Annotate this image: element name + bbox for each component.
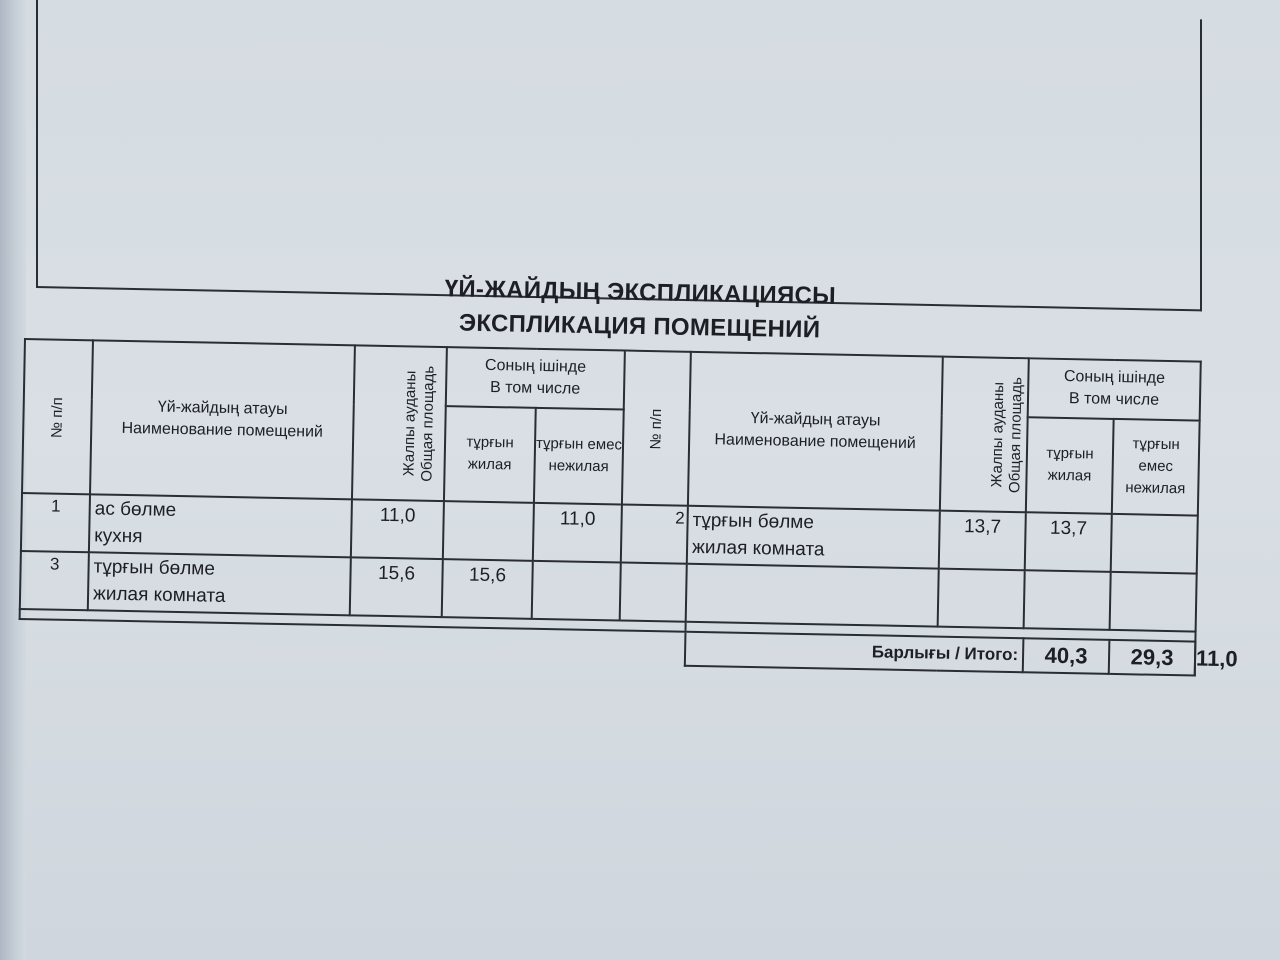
total-living: 29,3 [1109, 640, 1196, 676]
title-kazakh: ҮЙ-ЖАЙДЫҢ ЭКСПЛИКАЦИЯСЫ [444, 275, 837, 310]
header-area-left [352, 345, 447, 501]
row-3-name [88, 552, 351, 615]
row-3-name-kk: тұрғын бөлме [93, 556, 216, 580]
header-incl-kk-right: Соның ішінде [1063, 368, 1166, 388]
empty-cell [1110, 572, 1197, 632]
header-nonliving-right [1112, 419, 1200, 516]
row-1-nonliving: 11,0 [533, 503, 622, 563]
row-3-num: 3 [20, 551, 89, 610]
floor-plan-frame [36, 0, 1202, 311]
total-nonliving: 11,0 [1195, 645, 1238, 672]
header-name-left [90, 340, 355, 499]
header-nonliving-ru-left: нежилая [548, 457, 609, 476]
row-2-nonliving [1111, 514, 1198, 574]
header-num-right-text: № п/п [646, 408, 665, 450]
empty-cell [686, 564, 939, 627]
row-3-nonliving [532, 561, 621, 621]
header-incl-ru-right: В том числе [1068, 390, 1160, 410]
header-area-left-text [400, 358, 438, 489]
row-2-area: 13,7 [939, 511, 1026, 571]
total-label: Барлығы / Итого: [685, 632, 1024, 672]
row-3-area: 15,6 [350, 557, 443, 617]
row-2-name-kk: тұрғын бөлме [692, 509, 815, 534]
row-2-living: 13,7 [1025, 512, 1112, 572]
header-incl-ru-left: В том числе [489, 379, 581, 399]
row-3-name-ru: жилая комната [92, 583, 226, 607]
header-name-kk-left: Үй-жайдың атауы [157, 398, 288, 419]
row-1-name-ru: кухня [94, 525, 143, 548]
row-1-area: 11,0 [351, 499, 444, 559]
row-3-living: 15,6 [442, 559, 533, 619]
header-living-left [444, 406, 536, 503]
header-living-ru-left: жилая [467, 455, 512, 474]
header-living-kk-right: тұрғын [1046, 445, 1094, 463]
row-1-name [89, 494, 352, 557]
explication-table [18, 338, 1238, 677]
header-living-right [1026, 417, 1114, 514]
header-num-left-text: № п/п [48, 397, 66, 439]
header-incl-left [446, 347, 625, 409]
row-2-name [687, 506, 940, 569]
header-incl-kk-left: Соның ішінде [484, 357, 587, 377]
header-area-kk-left: Жалпы ауданы [400, 370, 420, 477]
row-1-living [443, 501, 534, 561]
row-1-num: 1 [21, 493, 90, 552]
explication-table-wrap [18, 338, 1238, 677]
empty-cell [620, 562, 687, 621]
header-area-right-text [988, 370, 1026, 501]
header-num-left [22, 339, 93, 494]
header-area-right [940, 357, 1029, 513]
header-num-right [622, 351, 691, 506]
empty-cell [938, 569, 1025, 629]
header-area-kk-right: Жалпы ауданы [988, 381, 1008, 488]
header-nonliving-kk-left: тұрғын емес [535, 435, 623, 454]
header-living-kk-left: тұрғын [466, 433, 514, 452]
row-2-name-ru: жилая комната [691, 536, 825, 561]
title-russian: ЭКСПЛИКАЦИЯ ПОМЕЩЕНИЙ [458, 309, 821, 344]
header-area-ru-left: Общая площадь [418, 365, 438, 482]
total-area: 40,3 [1023, 638, 1110, 674]
header-name-ru-right: Наименование помещений [714, 431, 917, 453]
header-nonliving-left [534, 408, 624, 505]
header-area-ru-right: Общая площадь [1006, 376, 1026, 494]
header-nonliving-kk-right: тұрғын емес [1132, 435, 1180, 476]
header-nonliving-ru-right: нежилая [1125, 479, 1186, 498]
header-name-right [688, 352, 943, 511]
header-living-ru-right: жилая [1047, 467, 1092, 485]
row-1-name-kk: ас бөлме [94, 498, 177, 521]
empty-cell [1024, 570, 1111, 630]
header-incl-right [1028, 358, 1201, 420]
header-name-ru-left: Наименование помещений [121, 419, 324, 441]
header-name-kk-right: Үй-жайдың атауы [750, 409, 881, 430]
row-2-num: 2 [621, 505, 688, 564]
